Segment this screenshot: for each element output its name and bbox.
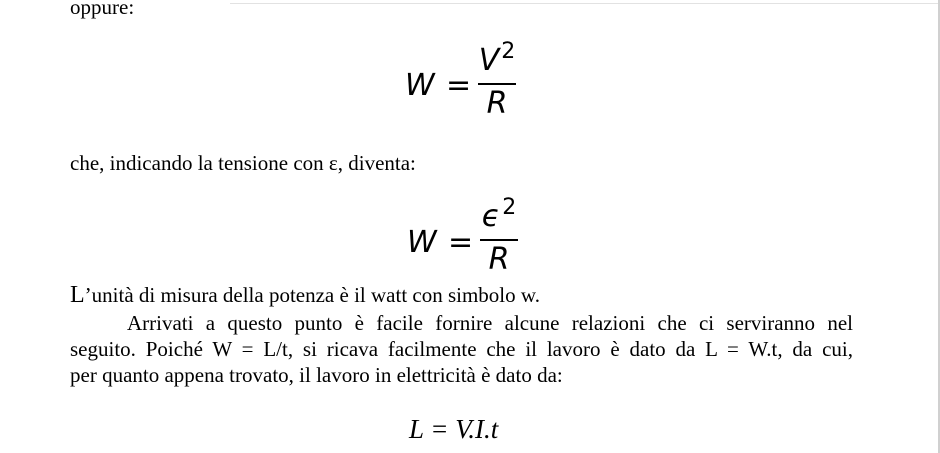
formula1-denominator: R [486, 86, 508, 121]
paragraph-line-3: per quanto appena trovato, il lavoro in elettricità è dato da: [70, 363, 563, 387]
unit-rest: ’unità di misura della potenza è il watt con simbolo w. [84, 283, 540, 307]
formula1-numerator: V [478, 43, 500, 78]
formula1-exponent: 2 [501, 39, 516, 64]
formula1-lhs: W [405, 68, 435, 103]
formula3: L = V.I.t [409, 414, 499, 444]
formula1-fraction [478, 39, 516, 121]
paragraph-line-1: Arrivati a questo punto è facile fornire alcune relazioni che ci serviranno nel [127, 311, 853, 335]
formula2-fraction [480, 195, 518, 277]
formula1-equals: = [446, 68, 472, 103]
paragraph-line-2: seguito. Poiché W = L/t, si ricava facilmente che il lavoro è dato da L = W.t, da cui, [70, 337, 853, 361]
formula2-fraction-bar [480, 239, 518, 241]
formula2-denominator: R [488, 242, 510, 277]
text-che-indicando: che, indicando la tensione con ε, diventa: [70, 151, 416, 175]
formula2-lhs: W [407, 225, 437, 260]
formula2-equals: = [448, 225, 474, 260]
unit-initial: L [70, 282, 85, 308]
formula2-numerator: ϵ [481, 199, 501, 234]
formula2-exponent: 2 [502, 195, 517, 220]
formula1-fraction-bar [478, 83, 516, 85]
header-divider [230, 3, 940, 4]
text-oppure: oppure: [70, 0, 135, 19]
text-unita-misura [70, 282, 540, 308]
